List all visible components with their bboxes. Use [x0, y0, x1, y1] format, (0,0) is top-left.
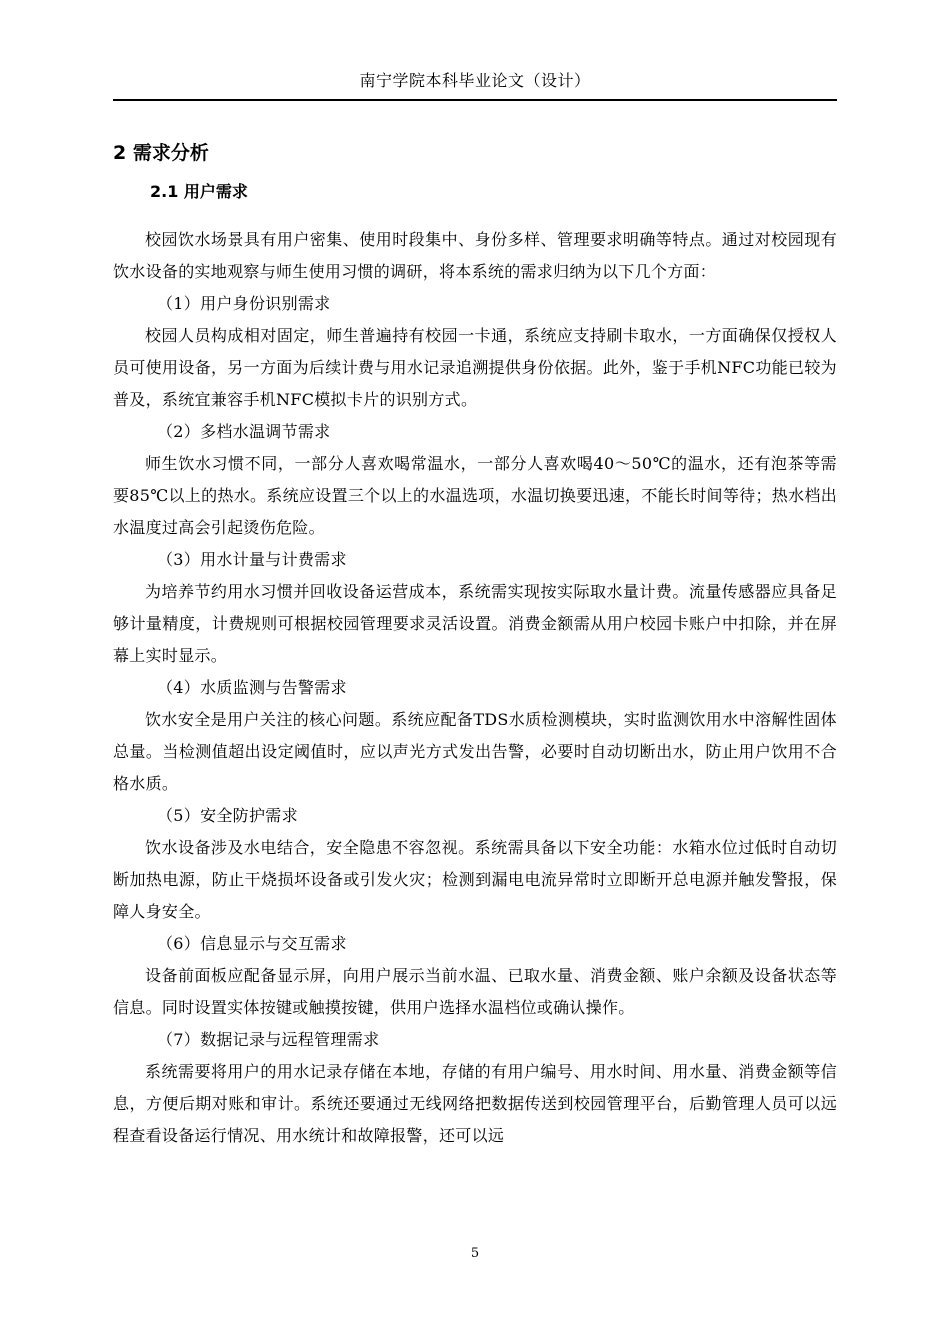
requirement-title-2: （2）多档水温调节需求: [157, 422, 331, 441]
requirement-body-4: 饮水安全是用户关注的核心问题。系统应配备TDS水质检测模块，实时监测饮用水中溶解性固体总量。当检测值超出设定阈值时，应以声光方式发出告警，必要时自动切断出水，防止用户饮用不合格水质。: [113, 710, 837, 793]
requirement-body-6: 设备前面板应配备显示屏，向用户展示当前水温、已取水量、消费金额、账户余额及设备状态等信息。同时设置实体按键或触摸按键，供用户选择水温档位或确认操作。: [113, 966, 837, 1017]
requirement-title-4: （4）水质监测与告警需求: [157, 678, 347, 697]
requirement-title-6: （6）信息显示与交互需求: [157, 934, 347, 953]
requirement-title-3: （3）用水计量与计费需求: [157, 550, 347, 569]
section-heading: 2.1 用户需求: [150, 182, 248, 201]
page-content: [113, 136, 837, 1152]
requirement-body-2: 师生饮水习惯不同，一部分人喜欢喝常温水，一部分人喜欢喝40～50℃的温水，还有泡茶等需要85℃以上的热水。系统应设置三个以上的水温选项，水温切换要迅速，不能长时间等待；热水档出水温度过高会引起烫伤危险。: [113, 454, 837, 537]
requirement-body-3: 为培养节约用水习惯并回收设备运营成本，系统需实现按实际取水量计费。流量传感器应具备足够计量精度，计费规则可根据校园管理要求灵活设置。消费金额需从用户校园卡账户中扣除，并在屏幕上实时显示。: [113, 582, 837, 665]
header-rule: [113, 99, 837, 101]
requirement-title-1: （1）用户身份识别需求: [157, 294, 331, 313]
running-header: 南宁学院本科毕业论文（设计）: [359, 71, 591, 90]
requirement-body-7: 系统需要将用户的用水记录存储在本地，存储的有用户编号、用水时间、用水量、消费金额等信息，方便后期对账和审计。系统还要通过无线网络把数据传送到校园管理平台，后勤管理人员可以远程查看设备运行情况、用水统计和故障报警，还可以远: [113, 1062, 837, 1145]
page-number: 5: [470, 1246, 480, 1261]
chapter-heading: 2 需求分析: [113, 142, 209, 164]
intro-paragraph: 校园饮水场景具有用户密集、使用时段集中、身份多样、管理要求明确等特点。通过对校园现有饮水设备的实地观察与师生使用习惯的调研，将本系统的需求归纳为以下几个方面：: [113, 230, 837, 281]
requirement-body-5: 饮水设备涉及水电结合，安全隐患不容忽视。系统需具备以下安全功能：水箱水位过低时自动切断加热电源，防止干烧损坏设备或引发火灾；检测到漏电电流异常时立即断开总电源并触发警报，保障人身安全。: [113, 838, 837, 921]
body-text: [113, 224, 837, 1152]
requirement-body-1: 校园人员构成相对固定，师生普遍持有校园一卡通，系统应支持刷卡取水，一方面确保仅授权人员可使用设备，另一方面为后续计费与用水记录追溯提供身份依据。此外，鉴于手机NFC功能已较为普及，系统宜兼容手机NFC模拟卡片的识别方式。: [113, 326, 837, 409]
requirement-title-7: （7）数据记录与远程管理需求: [157, 1030, 380, 1049]
requirement-title-5: （5）安全防护需求: [157, 806, 298, 825]
